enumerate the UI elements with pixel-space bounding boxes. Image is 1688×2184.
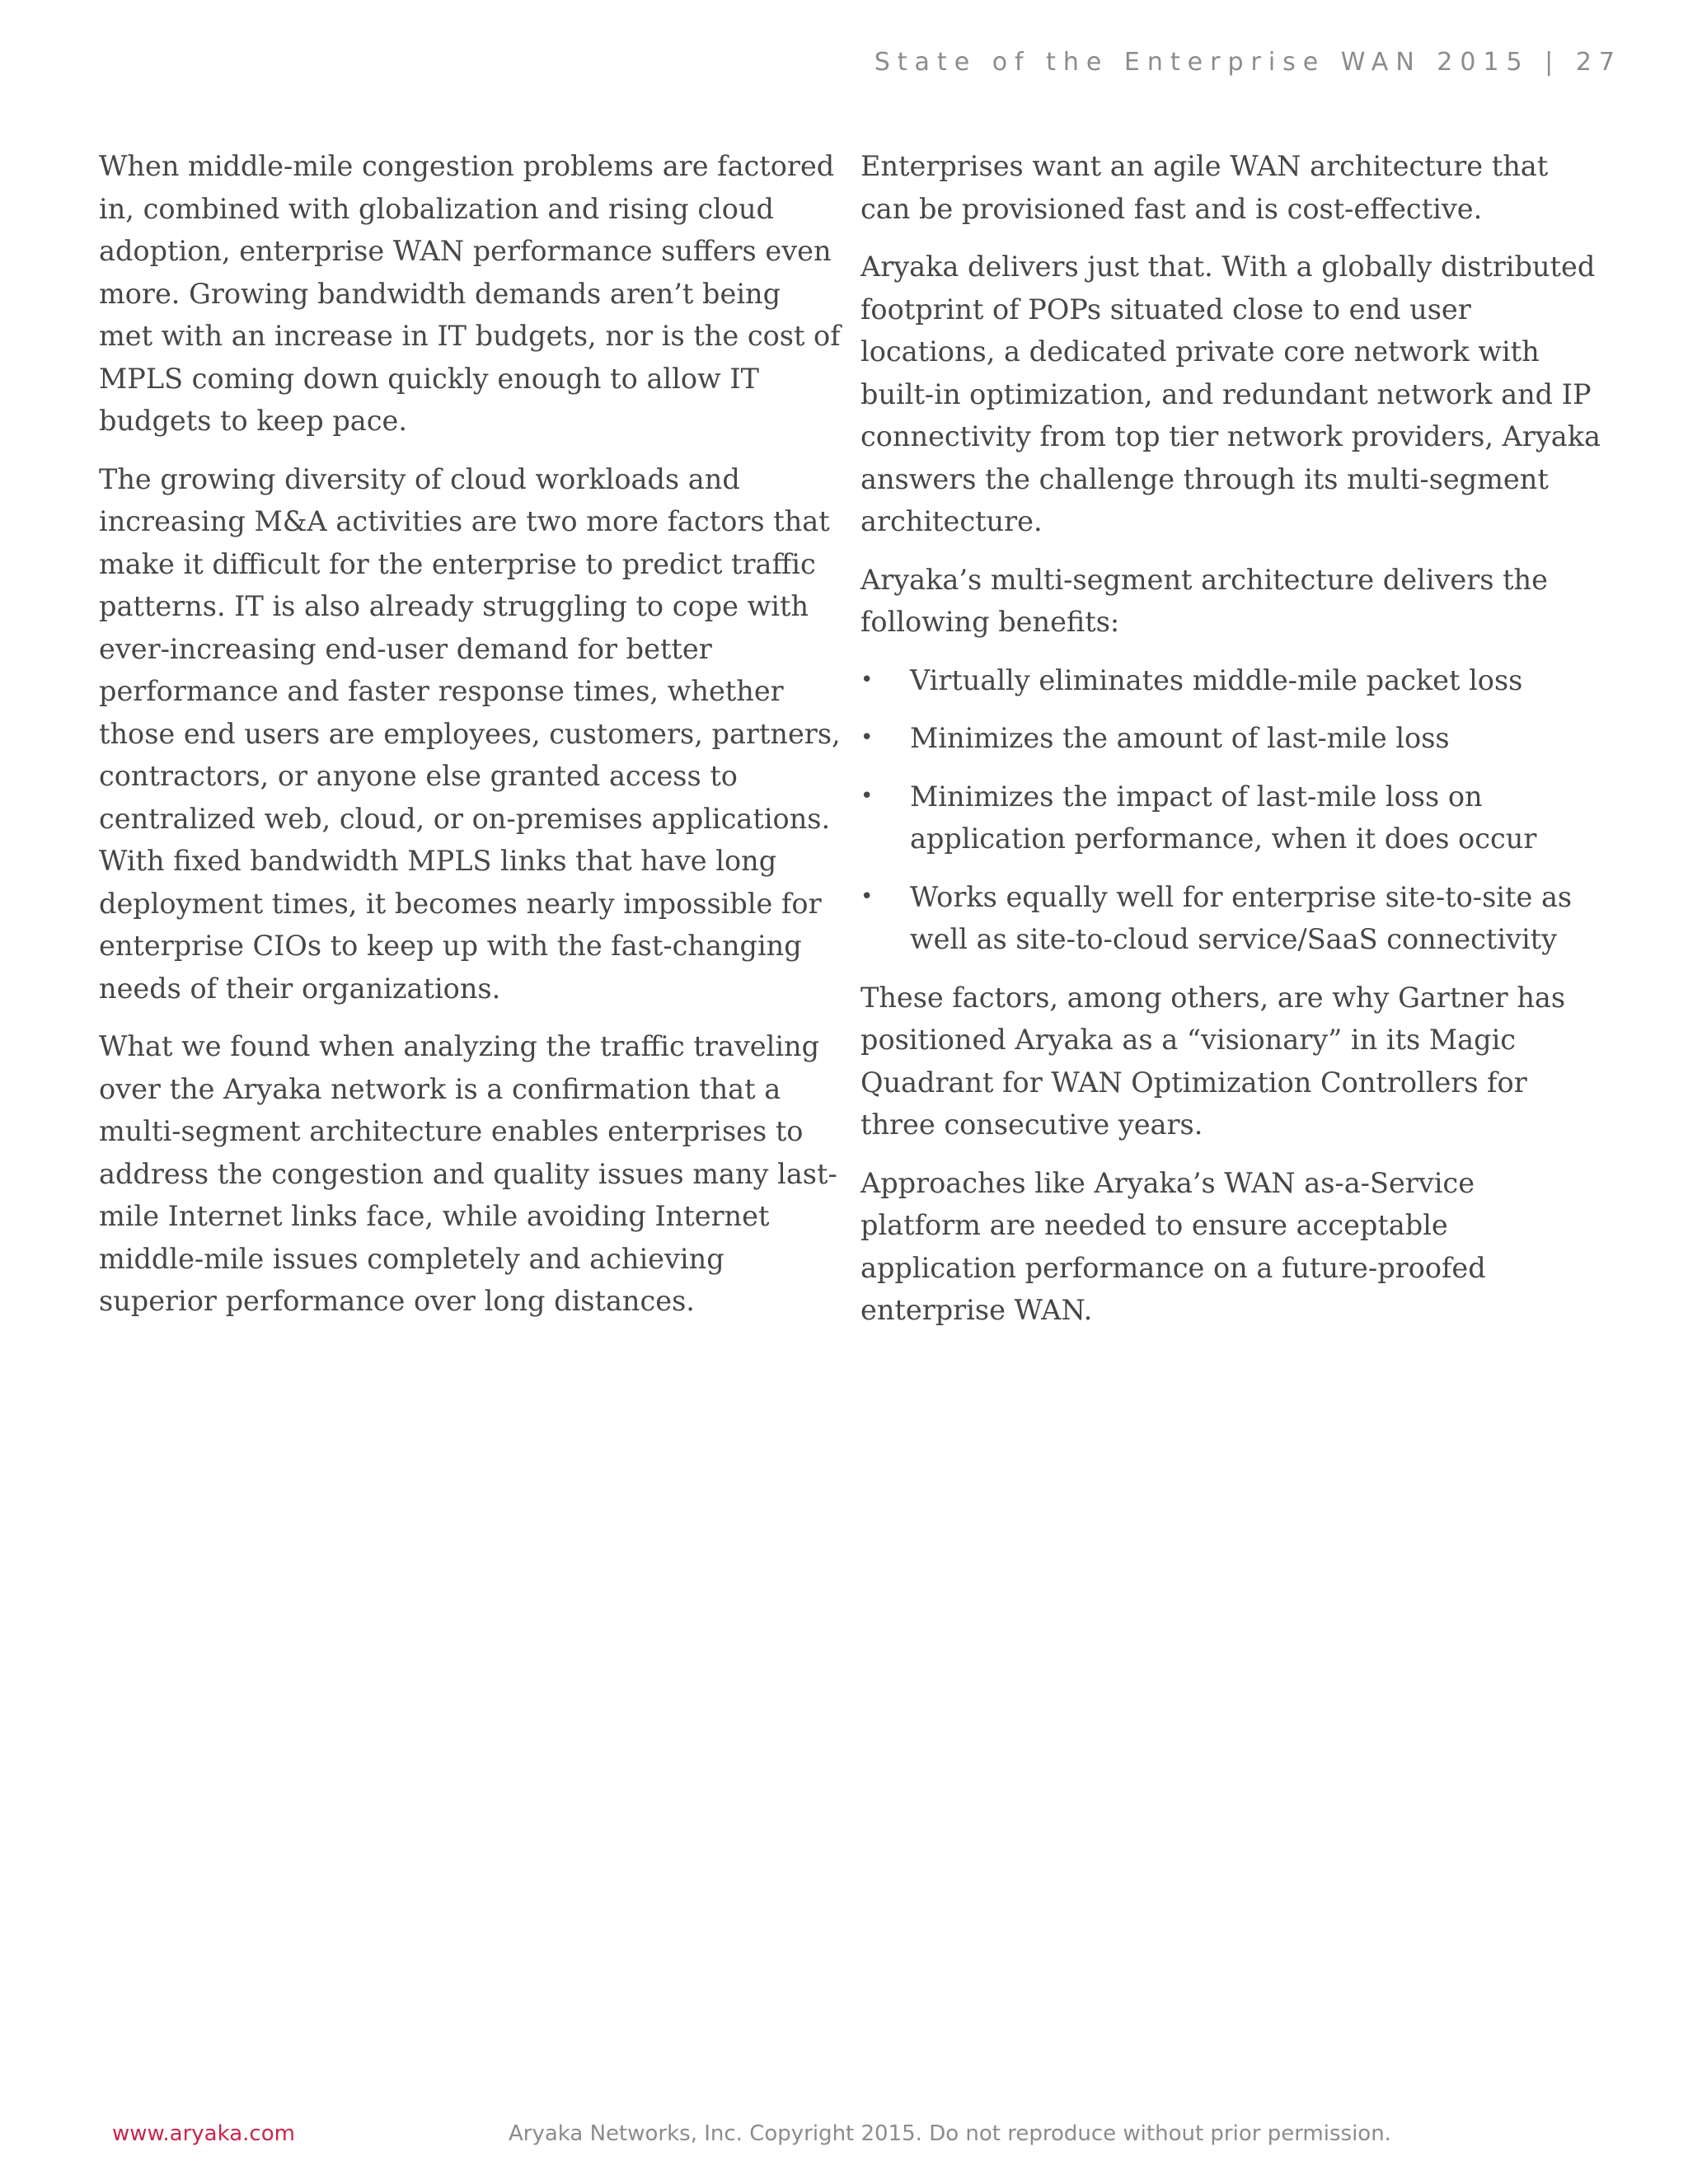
body-paragraph: The growing diversity of cloud workloads and increasing M&A activities are two more factors that make it difficult for the enterprise to predict traffic patterns. IT is also already struggling to cope with ever-increasing end-user demand for better performance and faster response times, whether those end users are employees, customers, partners, contractors, or anyone else granted access to centralized web, cloud, or on-premises applications. With fixed bandwidth MPLS links that have long deployment times, it becomes nearly impossible for enterprise CIOs to keep up with the fast-changing needs of their organizations.: [99, 462, 841, 1005]
bullet-icon: •: [860, 883, 874, 909]
list-item-text: Minimizes the amount of last-mile loss: [910, 722, 1450, 754]
body-paragraph: What we found when analyzing the traffic traveling over the Aryaka network is a confirmation that a multi-segment architecture enables enterprises to address the congestion and quality issues many last-mile Internet links face, while avoiding Internet middle-mile issues completely and achieving superior performance over long distances.: [99, 1030, 837, 1317]
list-item: [860, 776, 1602, 860]
right-column: [860, 145, 1602, 1347]
footer-copyright: Aryaka Networks, Inc. Copyright 2015. Do not reproduce without prior permission.: [509, 2121, 1391, 2146]
left-column: [99, 145, 841, 1338]
list-item: [860, 876, 1602, 961]
body-paragraph: Aryaka’s multi-segment architecture delivers the following benefits:: [860, 563, 1548, 638]
list-item-text: Virtually eliminates middle-mile packet loss: [910, 663, 1523, 696]
running-header: State of the Enterprise WAN 2015 | 27: [874, 48, 1622, 77]
body-paragraph: Approaches like Aryaka’s WAN as-a-Service platform are needed to ensure acceptable application performance on a future-proofed enterprise WAN.: [860, 1166, 1486, 1326]
list-item-text: Works equally well for enterprise site-to-site as well as site-to-cloud service/SaaS connectivity: [910, 880, 1573, 955]
list-item: [860, 659, 1602, 702]
list-item: [860, 717, 1602, 760]
body-paragraph: Enterprises want an agile WAN architecture that can be provisioned fast and is cost-effective.: [860, 150, 1549, 225]
body-paragraph: Aryaka delivers just that. With a globally distributed footprint of POPs situated close to end user locations, a dedicated private core network with built-in optimization, and redundant network and IP connectivity from top tier network providers, Aryaka answers the challenge through its multi-segment architecture.: [860, 251, 1601, 537]
footer-website-link[interactable]: www.aryaka.com: [112, 2121, 295, 2146]
list-item-text: Minimizes the impact of last-mile loss on application performance, when it does occur: [910, 780, 1537, 855]
benefits-list: [860, 659, 1602, 961]
bullet-icon: •: [860, 725, 874, 750]
body-paragraph: When middle-mile congestion problems are factored in, combined with globalization and rising cloud adoption, enterprise WAN performance suffers even more. Growing bandwidth demands aren’t being met with an increase in IT budgets, nor is the cost of MPLS coming down quickly enough to allow IT budgets to keep pace.: [99, 150, 841, 437]
body-paragraph: These factors, among others, are why Gartner has positioned Aryaka as a “visionary” in its Magic Quadrant for WAN Optimization Controllers for three consecutive years.: [860, 981, 1566, 1141]
bullet-icon: •: [860, 783, 874, 808]
bullet-icon: •: [860, 667, 874, 692]
